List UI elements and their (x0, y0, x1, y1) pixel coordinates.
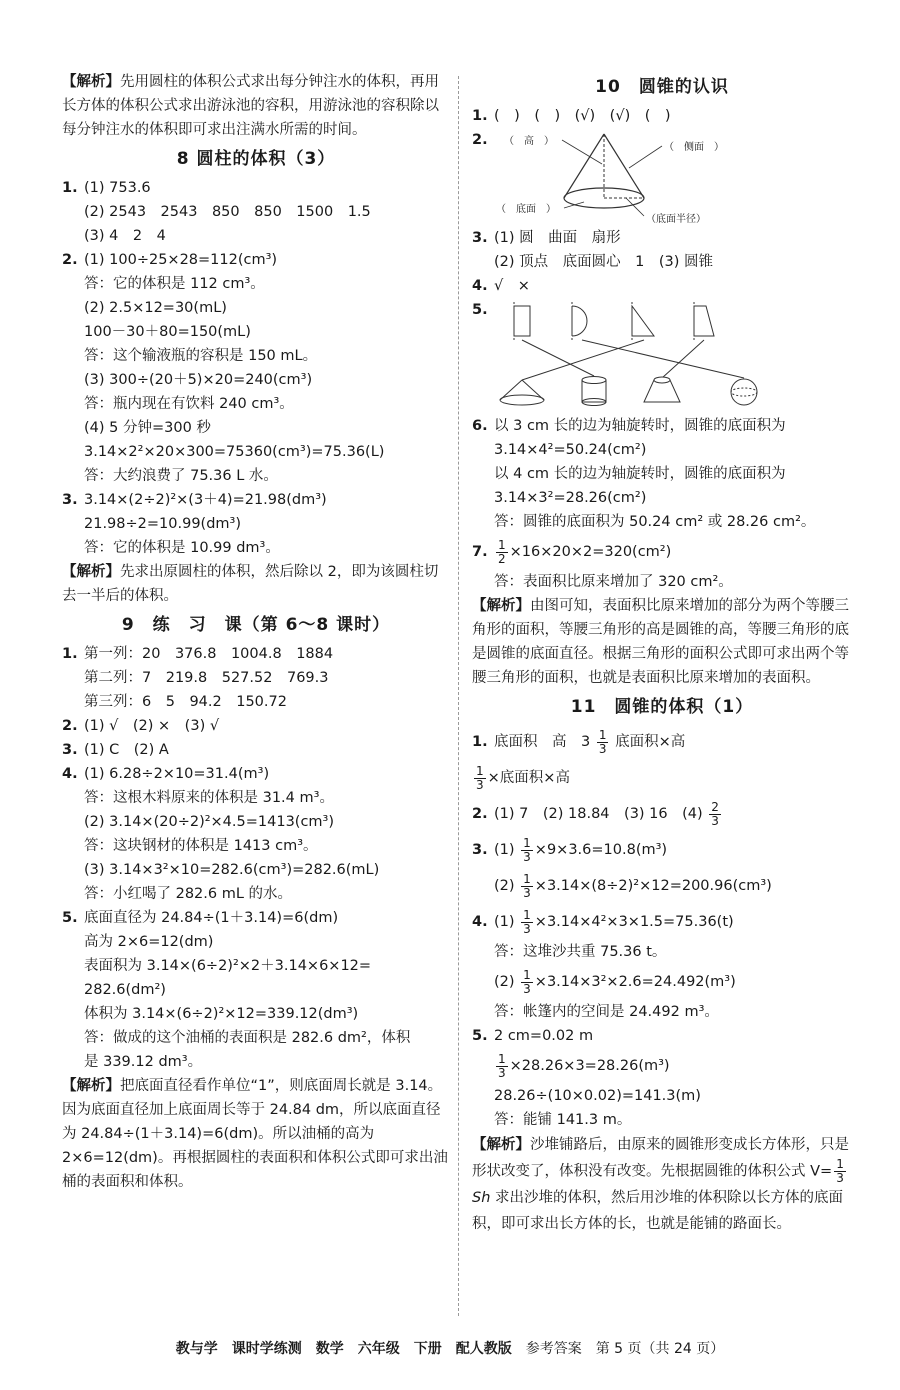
answer-line (62, 930, 450, 954)
answer-text: 3.14×2²×20×300=75360(cm³)=75.36(L) (84, 444, 385, 460)
fraction-one-third: $\frac{1}{3}$ (598, 727, 607, 756)
answer-line: 1. ( ) ( ) (√) (√) ( ) (472, 108, 671, 124)
answer-text: 高为 2×6=12(dm) (84, 934, 214, 950)
answer-line (62, 978, 450, 1002)
answer-line (62, 176, 450, 200)
footer-book-title: 教与学 课时学练测 数学 六年级 下册 配人教版 (175, 1341, 512, 1357)
question-number: 1. (62, 646, 78, 662)
cone-diagram (494, 128, 794, 226)
answer-text: 答：大约浪费了 75.36 L 水。 (84, 468, 278, 484)
answer-line (62, 834, 450, 858)
semicircle-shape (572, 306, 587, 336)
answer-line (62, 320, 450, 344)
section-title-8: 8 圆柱的体积（3） (176, 149, 336, 169)
question-number: 1. (62, 180, 78, 196)
answer-line: 2. (1) 7 (2) 18.84 (3) 16 (4) $\frac{2}{3}$ (472, 799, 719, 828)
rectangle-shape (514, 306, 530, 336)
answer-line (62, 954, 450, 978)
section-8-analysis (62, 560, 450, 608)
answer-line (62, 714, 450, 738)
answer-text: (3) 300÷(20＋5)×20=240(cm³) (84, 372, 313, 388)
triangle-shape (632, 306, 654, 336)
question-number: 3. (62, 492, 78, 508)
intro-analysis (62, 70, 450, 142)
trapezoid-shape (694, 306, 714, 336)
answer-text: 21.98÷2=10.99(dm³) (84, 516, 242, 532)
answer-text: 是 339.12 dm³。 (84, 1054, 203, 1070)
answer-line: (2) $\frac{1}{3}$ ×3.14×(8÷2)²×12=200.96(cm³) (494, 871, 772, 900)
cone-solid (500, 380, 544, 400)
question-number: 2. (62, 718, 78, 734)
fraction-one-third: $\frac{1}{3}$ (523, 967, 531, 996)
answer-line (62, 272, 450, 296)
pointer-side (629, 146, 662, 168)
answer-text: (1) C (2) A (84, 742, 169, 758)
section-9-analysis (62, 1074, 450, 1194)
answer-text: 282.6(dm²) (84, 982, 166, 998)
pointer-radius (626, 198, 644, 216)
answer-text: 答：小红喝了 282.6 mL 的水。 (84, 886, 293, 902)
question-number: 2. (472, 132, 488, 148)
answer-text: 以 4 cm 长的边为轴旋转时，圆锥的底面积为 (494, 466, 786, 482)
connect-line (582, 340, 744, 378)
answer-text: (1) 753.6 (84, 180, 151, 196)
answer-line (62, 200, 450, 224)
answer-line (62, 512, 450, 536)
answer-line (472, 486, 852, 510)
analysis-tag: 【解析】 (472, 1137, 530, 1153)
answer-text: 体积为 3.14×(6÷2)²×12=339.12(dm³) (84, 1006, 359, 1022)
answer-line (472, 438, 852, 462)
question-number: 6. (472, 418, 488, 434)
answer-line: 5. 2 cm=0.02 m (472, 1028, 594, 1044)
answer-line (62, 810, 450, 834)
answer-text: 以 3 cm 长的边为轴旋转时，圆锥的底面积为 (494, 418, 786, 434)
section-10-answers (472, 414, 852, 534)
answer-line (62, 786, 450, 810)
answer-text: (2) 2.5×12=30(mL) (84, 300, 227, 316)
answer-text: 答：圆锥的底面积为 50.24 cm² 或 28.26 cm²。 (494, 514, 816, 530)
answer-text: 第一列：20 376.8 1004.8 1884 (84, 646, 334, 662)
answer-line (62, 906, 450, 930)
section-title-9: 9 练 习 课（第 6～8 课时） (121, 615, 391, 635)
answer-text: 100－30＋80=150(mL) (84, 324, 251, 340)
sphere-solid (731, 379, 757, 405)
cone-diagram-block (472, 128, 852, 226)
question-number: 5. (62, 910, 78, 926)
fraction-one-third: $\frac{1}{3}$ (498, 1051, 506, 1080)
answer-line (62, 416, 450, 440)
rotation-matching-block (472, 298, 852, 414)
answer-text: (3) 4 2 4 (84, 228, 166, 244)
analysis-text: 先用圆柱的体积公式求出每分钟注水的体积，再用长方体的体积公式求出游泳池的容积，用游泳池的容积除以每分钟注水的体积即可求出注满水所需的时间。 (62, 74, 439, 138)
fraction-one-half: $\frac{1}{2}$ (498, 537, 506, 566)
connect-line (662, 340, 704, 378)
analysis-tag: 【解析】 (472, 598, 530, 614)
question-number: 3. (62, 742, 78, 758)
answer-text: (1) 6.28÷2×10=31.4(m³) (84, 766, 270, 782)
answer-line (62, 464, 450, 488)
page-footer (0, 1338, 900, 1358)
left-column (62, 70, 450, 1194)
connect-line (522, 340, 594, 376)
answer-text: 答：瓶内现在有饮料 240 cm³。 (84, 396, 294, 412)
answer-line (62, 1026, 450, 1050)
answer-line: 答：能铺 141.3 m。 (494, 1112, 632, 1128)
answer-line: $\frac{1}{3}$ ×28.26×3=28.26(m³) (498, 1051, 670, 1080)
footer-page-number: 参考答案 第 5 页（共 24 页） (525, 1341, 725, 1357)
answer-text: 第二列：7 219.8 527.52 769.3 (84, 670, 329, 686)
answer-line (62, 642, 450, 666)
question-number: 2. (62, 252, 78, 268)
answer-line (472, 462, 852, 486)
answer-line: $\frac{1}{3}$ ×底面积×高 (476, 763, 570, 792)
answer-line: (2) $\frac{1}{3}$ ×3.14×3²×2.6=24.492(m³) (494, 967, 736, 996)
answer-line: 4. (1) $\frac{1}{3}$ ×3.14×4²×3×1.5=75.36(t) (472, 907, 734, 936)
pointer-height (562, 140, 602, 164)
answer-text: 答：这个输液瓶的容积是 150 mL。 (84, 348, 318, 364)
answer-line: 3. (1) 圆 曲面 扇形 (472, 230, 621, 246)
question-number: 4. (62, 766, 78, 782)
answer-line (62, 882, 450, 906)
answer-line (62, 762, 450, 786)
analysis-tag: 【解析】 (62, 74, 120, 90)
answer-text: (1) √ (2) × (3) √ (84, 718, 220, 734)
answer-line: 1. 底面积 高 3 $\frac{1}{3}$ 底面积×高 (472, 727, 686, 756)
answer-text: 3.14×3²=28.26(cm²) (494, 490, 647, 506)
label-radius: （底面半径） (646, 214, 706, 225)
answer-line (62, 392, 450, 416)
answer-line (62, 1002, 450, 1026)
answer-text: 3.14×4²=50.24(cm²) (494, 442, 647, 458)
answer-line (62, 440, 450, 464)
answer-text: 答：这块钢材的体积是 1413 cm³。 (84, 838, 318, 854)
answer-line: 答：表面积比原来增加了 320 cm²。 (494, 574, 733, 590)
answer-text: (2) 3.14×(20÷2)²×4.5=1413(cm³) (84, 814, 335, 830)
label-base: （ 底面 ） (496, 204, 556, 215)
label-side: （ 侧面 ） (664, 142, 724, 153)
answer-line: 答：这堆沙共重 75.36 t。 (494, 944, 667, 960)
connect-line (522, 340, 644, 380)
answer-line (62, 536, 450, 560)
analysis-tag: 【解析】 (62, 1078, 120, 1094)
answer-line (62, 224, 450, 248)
answer-text: (4) 5 分钟=300 秒 (84, 420, 211, 436)
fraction-one-third: $\frac{1}{3}$ (476, 763, 484, 792)
answer-line: 答：帐篷内的空间是 24.492 m³。 (494, 1004, 719, 1020)
fraction-one-third: $\frac{1}{3}$ (836, 1157, 844, 1185)
analysis-tag: 【解析】 (62, 564, 120, 580)
answer-text: (1) 100÷25×28=112(cm³) (84, 252, 278, 268)
section-9-answers (62, 642, 450, 1074)
answer-text: (2) 2543 2543 850 850 1500 1.5 (84, 204, 371, 220)
answer-line: (2) 顶点 底面圆心 1 (3) 圆锥 (494, 254, 714, 270)
fraction-one-third: $\frac{1}{3}$ (523, 907, 531, 936)
section-title-10: 10 圆锥的认识 (595, 77, 729, 97)
answer-line (62, 368, 450, 392)
answer-text: 第三列：6 5 94.2 150.72 (84, 694, 287, 710)
section-8-answers (62, 176, 450, 560)
answer-line (62, 690, 450, 714)
answer-line: 4. √ × (472, 278, 530, 294)
answer-line (62, 488, 450, 512)
analysis-text: 把底面直径看作单位“1”，则底面周长就是 3.14。因为底面直径加上底面周长等于 24.84 dm，所以底面直径为 24.84÷(1＋3.14)=6(dm)。所以油桶的高为 2×6=12(dm)。再根据圆柱的表面积和体积公式即可求出油桶的表面积和体积。 (62, 1078, 448, 1190)
pointer-base (564, 202, 584, 208)
answer-text: 答：它的体积是 112 cm³。 (84, 276, 265, 292)
answer-line (62, 344, 450, 368)
answer-text: 底面直径为 24.84÷(1＋3.14)=6(dm) (84, 910, 339, 926)
right-column (472, 70, 852, 1237)
rotation-matching-diagram (494, 300, 824, 416)
answer-text: 答：这根木料原来的体积是 31.4 m³。 (84, 790, 334, 806)
column-divider (458, 76, 460, 1316)
label-height: （ 高 ） (504, 136, 554, 147)
section-10-analysis (472, 594, 852, 690)
section-11-analysis: 【解析】沙堆铺路后，由原来的圆锥形变成长方体形，只是形状改变了，体积没有改变。先根据圆锥的体积公式 V= $\frac{1}{3}$ Sh 求出沙堆的体积，然后用沙堆的体积除以长方体的底面积，即可求出长方体的长，也就是能铺的路面长。 (472, 1137, 849, 1232)
answer-line (62, 666, 450, 690)
analysis-text: 先求出原圆柱的体积，然后除以 2，即为该圆柱切去一半后的体积。 (62, 564, 439, 604)
answer-line (62, 738, 450, 762)
answer-line (472, 414, 852, 438)
answer-line (62, 858, 450, 882)
answer-text: 答：它的体积是 10.99 dm³。 (84, 540, 280, 556)
answer-line: 7. $\frac{1}{2}$ ×16×20×2=320(cm²) (472, 537, 672, 566)
answer-text: 表面积为 3.14×(6÷2)²×2＋3.14×6×12= (84, 958, 372, 974)
answer-text: (3) 3.14×3²×10=282.6(cm³)=282.6(mL) (84, 862, 380, 878)
fraction-one-third: $\frac{1}{3}$ (523, 835, 531, 864)
section-title-11: 11 圆锥的体积（1） (570, 697, 754, 717)
analysis-text: 由图可知，表面积比原来增加的部分为两个等腰三角形的面积，等腰三角形的高是圆锥的高，等腰三角形的底是圆锥的底面直径。根据三角形的面积公式即可求出两个等腰三角形的面积，也就是表面积比原来增加的表面积。 (472, 598, 849, 686)
answer-line (472, 510, 852, 534)
answer-text: 答：做成的这个油桶的表面积是 282.6 dm²，体积 (84, 1030, 411, 1046)
answer-line: 28.26÷(10×0.02)=141.3(m) (494, 1088, 701, 1104)
fraction-one-third: $\frac{1}{3}$ (523, 871, 531, 900)
question-number: 5. (472, 302, 488, 318)
answer-line (62, 296, 450, 320)
answer-line: 3. (1) $\frac{1}{3}$ ×9×3.6=10.8(m³) (472, 835, 668, 864)
answer-line (62, 248, 450, 272)
answer-text: 3.14×(2÷2)²×(3＋4)=21.98(dm³) (84, 492, 327, 508)
fraction-two-thirds: $\frac{2}{3}$ (711, 799, 719, 828)
answer-line (62, 1050, 450, 1074)
